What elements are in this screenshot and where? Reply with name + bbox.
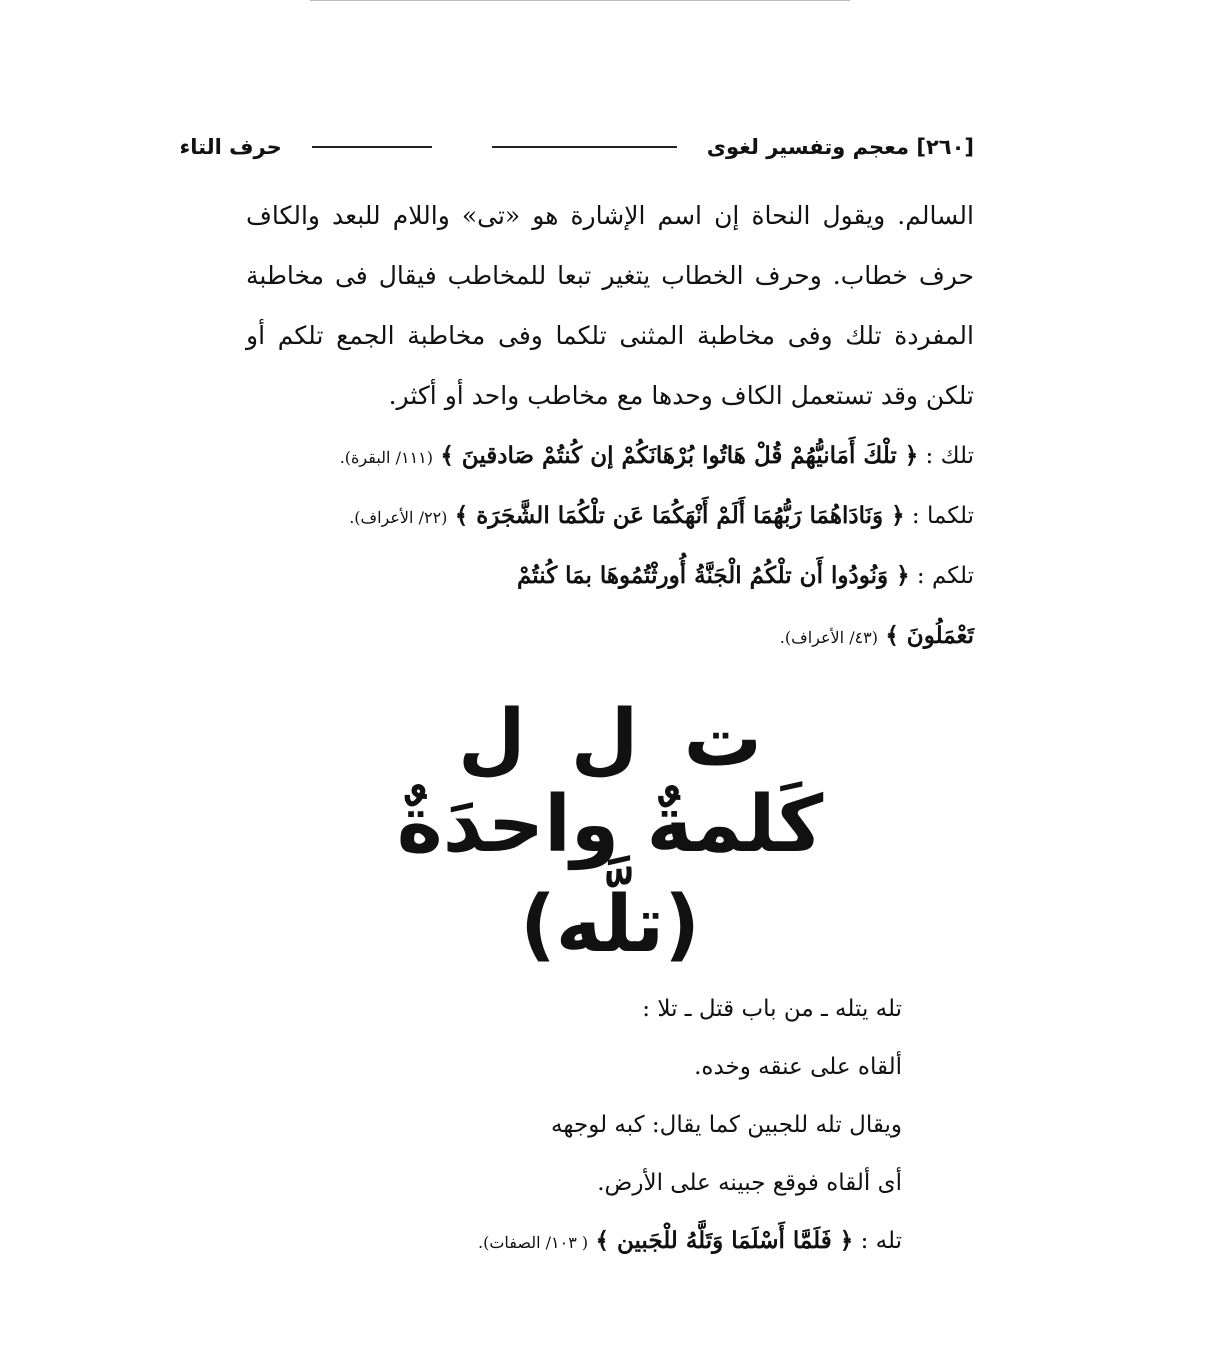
definition-line: ويقال تله للجبين كما يقال: كبه لوجهه	[551, 1112, 902, 1138]
quote-block	[246, 426, 974, 666]
quote-label: تلك :	[925, 443, 974, 469]
verse-reference: (٢٢/ الأعراف).	[349, 508, 448, 527]
running-header	[179, 132, 974, 162]
verse-reference: (٤٣/ الأعراف).	[779, 628, 879, 647]
scan-edge	[310, 0, 850, 5]
quran-verse: ﴿ وَنُودُوا أَن تلْكُمُ الْجَنَّةُ أُورثْتُمُوهَا بمَا كُنتُمْ	[517, 562, 910, 589]
quote-line	[420, 1212, 902, 1270]
book-title: [٢٦٠] معجم وتفسير لغوى	[706, 135, 974, 159]
verse-reference: ( ١٠٣/ الصفات).	[478, 1233, 589, 1252]
quote-line	[246, 486, 974, 546]
header-rule	[492, 146, 677, 148]
definition-block	[420, 980, 902, 1270]
quote-line	[246, 606, 974, 666]
entry-root: ت ل ل	[457, 694, 763, 784]
entry-word: (تلَّه)	[520, 880, 700, 970]
quran-verse: تَعْمَلُونَ ﴾	[885, 622, 974, 649]
quran-verse: ﴿ فَلَمَّا أَسْلَمَا وَتَلَّهُ للْجَبين ﴾	[595, 1227, 854, 1254]
quote-line	[246, 426, 974, 486]
chapter-title: حرف التاء	[179, 135, 282, 159]
definition-line: تله يتله ـ من باب قتل ـ تلا :	[642, 996, 902, 1022]
definition-line: أى ألقاه فوقع جبينه على الأرض.	[597, 1170, 902, 1196]
quote-label: تلكما :	[911, 503, 974, 529]
header-rule	[312, 146, 432, 148]
verse-reference: (١١١/ البقرة).	[339, 448, 434, 467]
quote-label: تله :	[860, 1228, 902, 1254]
quote-line	[246, 546, 974, 606]
quote-label: تلكم :	[916, 563, 974, 589]
quran-verse: ﴿ وَنَادَاهُمَا رَبُّهُمَا أَلَمْ أَنْهَكُمَا عَن تلْكُمَا الشَّجَرَة ﴾	[454, 502, 905, 529]
definition-line: ألقاه على عنقه وخده.	[694, 1054, 902, 1080]
quran-verse: ﴿ تلْكَ أَمَانيُّهُمْ قُلْ هَاتُوا بُرْهَانَكُمْ إن كُنتُمْ صَادقينَ ﴾	[440, 442, 919, 469]
entry-title: كَلمةٌ واحدَةٌ	[396, 780, 824, 870]
body-paragraph: السالم. ويقول النحاة إن اسم الإشارة هو «تى» واللام للبعد والكاف حرف خطاب. وحرف الخطاب يتغير تبعا للمخاطب فيقال فى مخاطبة المفردة تلك وفى مخاطبة المثنى تلكما وفى مخاطبة الجمع تلكم أو تلكن وقد تستعمل الكاف وحدها مع مخاطب واحد أو أكثر.	[246, 201, 974, 410]
